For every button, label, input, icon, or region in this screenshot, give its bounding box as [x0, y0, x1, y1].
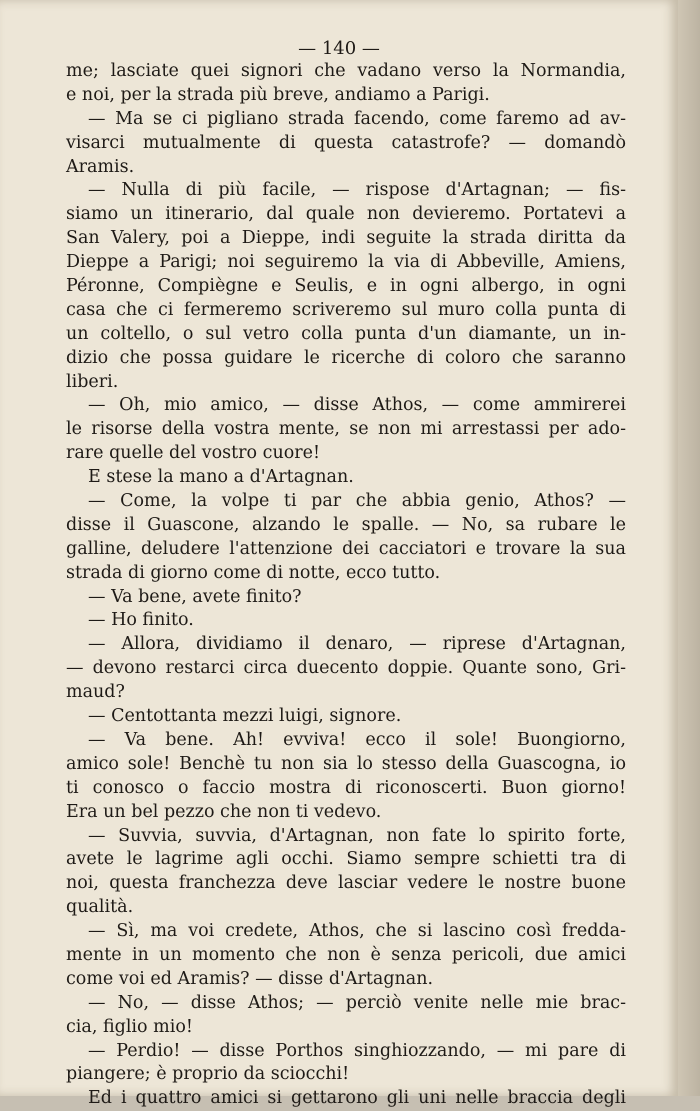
text-line: galline, deludere l'attenzione dei cacciatori e trovare la sua: [66, 538, 626, 559]
text-line: avete le lagrime agli occhi. Siamo sempre schietti tra di: [66, 849, 626, 870]
body-text: [66, 60, 626, 1111]
text-line: disse il Guascone, alzando le spalle. — No, sa rubare le: [66, 514, 626, 535]
text-line: E stese la mano a d'Artagnan.: [88, 467, 354, 488]
text-line: strada di giorno come di notte, ecco tutto.: [66, 562, 441, 583]
text-line: San Valery, poi a Dieppe, indi seguite la strada diritta da: [66, 228, 626, 249]
text-line: noi, questa franchezza deve lasciar vedere le nostre buone: [66, 873, 626, 894]
text-line: Péronne, Compiègne e Seulis, e in ogni albergo, in ogni: [66, 276, 626, 297]
text-line: maud?: [66, 682, 125, 703]
text-line: — Come, la volpe ti par che abbia genio, Athos? —: [88, 491, 626, 512]
text-line: — Nulla di più facile, — rispose d'Artagnan; — fis-: [88, 180, 626, 201]
text-line: — Allora, dividiamo il denaro, — riprese d'Artagnan,: [88, 634, 626, 655]
text-line: visarci mutualmente di questa catastrofe? — domandò: [66, 132, 626, 153]
text-line: piangere; è proprio da sciocchi!: [66, 1064, 350, 1085]
text-line: qualità.: [66, 897, 134, 918]
page-edge: [678, 0, 700, 1096]
text-line: le risorse della vostra mente, se non mi arrestassi per ado-: [66, 419, 626, 440]
text-line: cia, figlio mio!: [66, 1016, 193, 1037]
text-line: Dieppe a Parigi; noi seguiremo la via di Abbeville, Amiens,: [66, 252, 626, 273]
text-line: rare quelle del vostro cuore!: [66, 443, 321, 464]
page-number: — 140 —: [298, 38, 380, 59]
text-line: siamo un itinerario, dal quale non devieremo. Portatevi a: [66, 204, 626, 225]
text-line: ti conosco o faccio mostra di riconoscerti. Buon giorno!: [66, 777, 626, 798]
text-line: — Perdio! — disse Porthos singhiozzando, — mi pare di: [88, 1040, 626, 1061]
text-line: e noi, per la strada più breve, andiamo a Parigi.: [66, 84, 490, 105]
text-line: liberi.: [66, 371, 119, 392]
text-line: — Centottanta mezzi luigi, signore.: [88, 706, 402, 727]
text-line: — Ma se ci pigliano strada facendo, come faremo ad av-: [88, 108, 626, 129]
text-line: — Oh, mio amico, — disse Athos, — come ammirerei: [88, 395, 626, 416]
text-line: — No, — disse Athos; — perciò venite nelle mie brac-: [88, 992, 626, 1013]
text-line: amico sole! Benchè tu non sia lo stesso della Guascogna, io: [66, 753, 626, 774]
text-line: mente in un momento che non è senza pericoli, due amici: [66, 944, 626, 965]
text-line: Ed i quattro amici si gettarono gli uni nelle braccia degli: [88, 1088, 626, 1109]
text-line: un coltello, o sul vetro colla punta d'un diamante, un in-: [66, 323, 626, 344]
text-line: — Va bene, avete finito?: [88, 586, 302, 607]
text-line: — Ho finito.: [88, 610, 194, 631]
text-line: Era un bel pezzo che non ti vedevo.: [66, 801, 382, 822]
text-line: — devono restarci circa duecento doppie. Quante sono, Gri-: [66, 658, 626, 679]
text-line: casa che ci fermeremo scriveremo sul muro colla punta di: [66, 299, 626, 320]
text-line: dizio che possa guidare le ricerche di coloro che saranno: [66, 347, 626, 368]
text-line: — Va bene. Ah! evviva! ecco il sole! Buongiorno,: [88, 729, 626, 750]
text-line: me; lasciate quei signori che vadano verso la Normandia,: [66, 61, 626, 81]
text-line: come voi ed Aramis? — disse d'Artagnan.: [66, 968, 434, 989]
text-line: — Sì, ma voi credete, Athos, che si lascino così fredda-: [88, 921, 626, 942]
text-line: Aramis.: [66, 156, 135, 177]
text-line: — Suvvia, suvvia, d'Artagnan, non fate lo spirito forte,: [88, 825, 626, 846]
